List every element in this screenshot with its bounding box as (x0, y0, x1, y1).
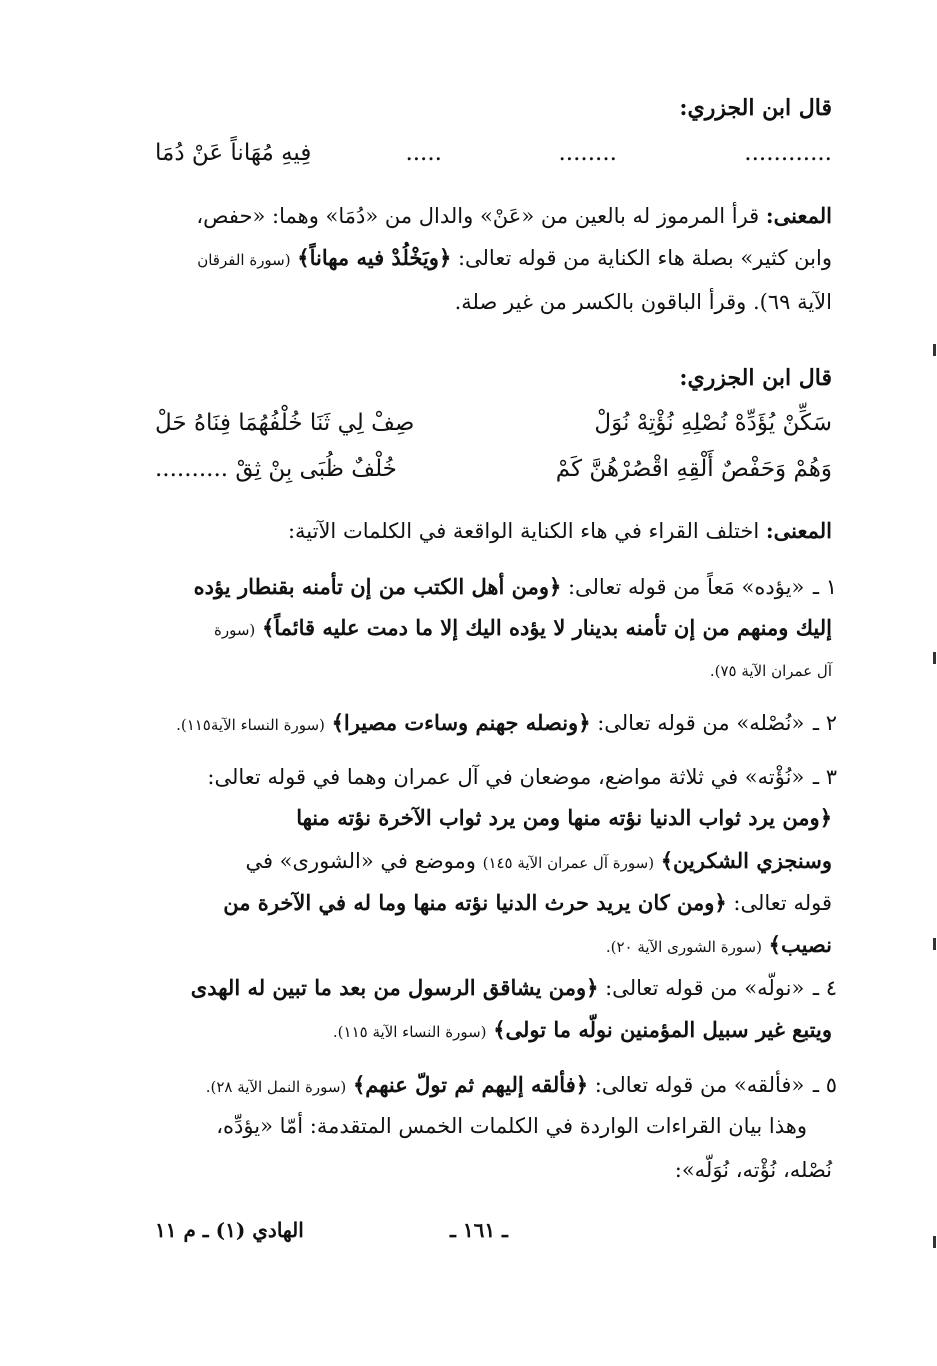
text: قوله تعالى: (733, 891, 832, 915)
quran-quote: ﴿ومن يشاقق الرسول من بعد ما تبين له الهدى (190, 975, 599, 1000)
text: «يؤده» مَعاً من قوله تعالى: (567, 575, 805, 599)
verse-line (155, 140, 832, 174)
scan-mark (933, 1236, 936, 1248)
text: «نُصْله» من قوله تعالى: (597, 711, 805, 735)
meaning-label: المعنى: (765, 203, 832, 228)
paragraph-line (155, 890, 832, 916)
quran-quote: ﴿ومن أهل الكتب من إن تأمنه بقنطار يؤده (193, 574, 562, 599)
text: «فألقه» من قوله تعالى: (594, 1073, 805, 1097)
verse-line (155, 410, 832, 446)
text: وموضع في «الشورى» في (245, 849, 476, 873)
item-number: ٤ ـ (812, 976, 837, 1000)
verse-line (155, 456, 832, 492)
paragraph-line (155, 245, 832, 271)
list-item (155, 710, 837, 736)
citation: (سورة النمل الآية ٢٨). (205, 1078, 347, 1096)
paragraph-line (155, 518, 832, 544)
quran-quote: ﴿ومن كان يريد حرث الدنيا نؤته منها وما له في الآخرة من (223, 890, 727, 915)
citation: (سورة النساء الآية ١١٥). (332, 1023, 487, 1041)
scan-mark (933, 652, 936, 664)
list-item (155, 574, 837, 600)
citation: آل عمران الآية ٧٥). (709, 662, 832, 680)
verse-ellipsis: ..... (405, 140, 442, 166)
list-item (155, 975, 837, 1001)
quran-quote: ويتبع غير سبيل المؤمنين نولّه ما تولى﴾ (493, 1017, 832, 1042)
citation: (سورة (213, 621, 256, 639)
text: اختلف القراء في هاء الكناية الواقعة في الكلمات الآتية: (287, 519, 760, 543)
scan-mark (933, 938, 936, 950)
text: وابن كثير» بصلة هاء الكناية من قوله تعالى: (457, 246, 832, 270)
citation: (سورة الشورى الآية ٢٠). (605, 938, 762, 956)
list-item (155, 1072, 837, 1098)
paragraph-line: الآية ٦٩). وقرأ الباقون بالكسر من غير صلة. (454, 290, 832, 314)
list-item (155, 765, 837, 790)
quran-quote: ﴿ويَخْلُدْ فيه مهاناً﴾ (297, 245, 452, 270)
paragraph-line (155, 848, 832, 874)
verse-hemistich: وَهُمْ وَحَفْصٌ أَلْقِهِ اقْصُرْهُنَّ كَمْ (555, 456, 832, 482)
text: «نولّه» من قوله تعالى: (605, 976, 805, 1000)
verse-hemistich: سَكِّنْ يُؤَدِّهْ نُصْلِهِ نُؤْتِهْ نُوَلْ (594, 410, 832, 436)
paragraph-line (155, 615, 832, 641)
text: «نُؤْته» في ثلاثة مواضع، موضعان في آل عمران وهما في قوله تعالى: (207, 765, 805, 789)
paragraph-line (155, 1017, 832, 1043)
paragraph-line (155, 932, 832, 958)
book-reference: الهادي (١) ـ م ١١ (155, 1218, 304, 1242)
quran-quote: إليك ومنهم من إن تأمنه بدينار لا يؤده اليك إلا ما دمت عليه قائماً﴾ (261, 615, 832, 640)
verse-hemistich: صِفْ لِي ثَنَا خُلْفُهُمَا فِنَاهُ حَلْ (155, 410, 415, 436)
paragraph-line (155, 203, 832, 229)
citation: (سورة آل عمران الآية ١٤٥) (482, 854, 655, 872)
section-title: قال ابن الجزري: (679, 365, 832, 391)
item-number: ٣ ـ (812, 765, 837, 789)
meaning-label: المعنى: (765, 518, 832, 543)
quran-quote: ﴿فألقه إليهم ثم تولّ عنهم﴾ (352, 1072, 589, 1097)
page-number: ـ ١٦١ ـ (450, 1218, 508, 1242)
paragraph-line: وهذا بيان القراءات الواردة في الكلمات الخمس المتقدمة: أمّا «يؤدِّه، (216, 1114, 807, 1138)
item-number: ١ ـ (812, 575, 837, 599)
verse-text: فِيهِ مُهَاناً عَنْ دُمَا (155, 140, 312, 166)
text: قرأ المرموز له بالعين من «عَنْ» والدال من «دُمَا» وهما: «حفص، (196, 204, 760, 228)
quran-quote: ﴿ونصله جهنم وساءت مصيرا﴾ (331, 710, 591, 735)
quran-quote: نصيب﴾ (768, 932, 832, 957)
quran-quote: ﴿ومن يرد ثواب الدنيا نؤته منها ومن يرد ثواب الآخرة نؤته منها (296, 805, 832, 830)
quran-quote: وسنجزي الشكرين﴾ (660, 848, 832, 873)
paragraph-line: نُصْله، نُؤْته، نُوَلّه»: (674, 1158, 832, 1182)
verse-ellipsis: ............ (744, 140, 832, 166)
item-number: ٢ ـ (812, 711, 837, 735)
section-title: قال ابن الجزري: (679, 95, 832, 121)
citation: (سورة الفرقان (197, 251, 291, 269)
verse-ellipsis: ........ (558, 140, 617, 166)
verse-hemistich: خُلْفٌ ظُبَى بِنْ ثِقْ .......... (155, 456, 397, 482)
item-number: ٥ ـ (812, 1073, 837, 1097)
citation: (سورة النساء الآية١١٥). (176, 716, 325, 734)
scan-mark (933, 344, 936, 356)
